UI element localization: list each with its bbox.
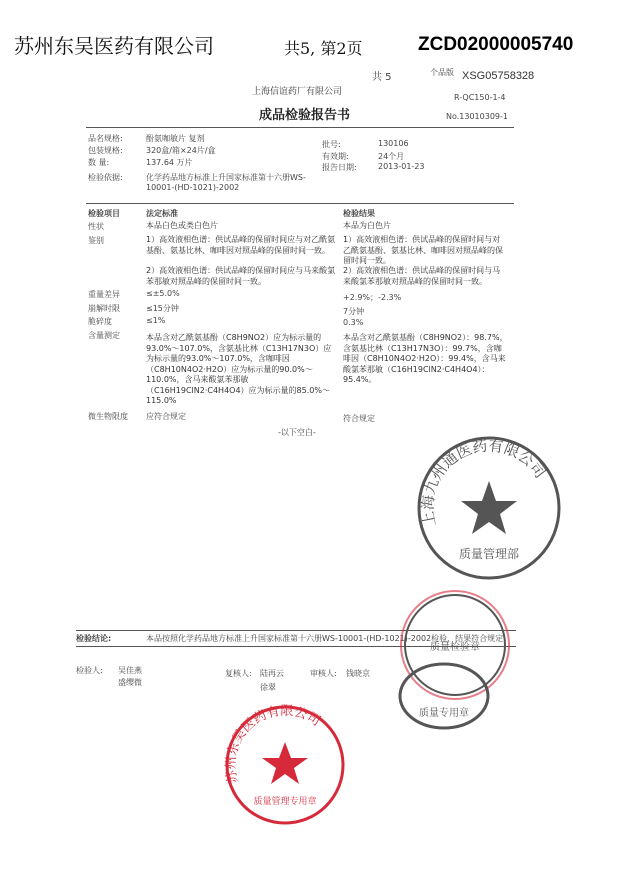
valid-value: 24个月 <box>378 152 405 161</box>
row-item: 微生物限度 <box>88 412 128 421</box>
row-item: 重量差异 <box>88 290 120 299</box>
row-result: 7分钟 <box>343 307 365 316</box>
stamp-sub-text: 质量管理专用章 <box>253 797 317 807</box>
row-standard: 应符合规定 <box>146 412 186 421</box>
total-pages: 共 5 <box>372 72 392 83</box>
row-result: 0.3% <box>343 318 364 327</box>
inspector-names: 吴佳燕 <box>118 666 142 675</box>
issuer: 上海信谊药厂有限公司 <box>252 87 343 97</box>
conclusion-text: 本品按照化学药品地方标准上升国家标准第十六册WS-10001-(HD-1021)-2002检验，结果符合规定 <box>146 634 504 643</box>
reviewer-name: 徐翠 <box>260 683 276 692</box>
stamp-oval-text: 质量专用章 <box>419 708 469 719</box>
header-page: 共5, 第2页 <box>284 39 363 58</box>
reviewer-label: 复核人: <box>225 669 252 678</box>
basis-label: 检验依据: <box>88 173 123 182</box>
row-item: 鉴别 <box>88 236 104 245</box>
row-result: 本品为白色片 <box>343 221 391 230</box>
report-date-value: 2013-01-23 <box>378 162 425 171</box>
inspector-label: 检验人: <box>76 666 103 675</box>
company-stamp <box>220 700 350 826</box>
qty-label: 数 量: <box>88 158 110 167</box>
row-item: 脆碎度 <box>88 317 112 326</box>
quality-dept-stamp <box>414 433 564 583</box>
row-item: 含量测定 <box>88 331 120 340</box>
stamp-ring-text: 苏州东吴医药有限公司 <box>223 703 323 785</box>
batch-note-label: 个品版 <box>430 68 454 77</box>
conclusion-label: 检验结论: <box>76 634 112 643</box>
row-standard: ≤15分钟 <box>146 304 179 313</box>
approver-label: 审核人: <box>310 669 337 678</box>
svg-text:苏州东吴医药有限公司 <box>223 704 323 785</box>
valid-label: 有效期: <box>322 152 349 161</box>
divider <box>86 203 514 204</box>
qty-value: 137.64 万片 <box>146 158 193 167</box>
package-label: 包装规格: <box>88 146 123 155</box>
row-result: 本品含对乙酰氨基酚（C8H9NO2）：98.7%，含氨基比林（C13H17N3O）：99.7%，含咖啡因（C8H10N4O2·H2O）：99.4%，含马来酸氯苯那敏（C16H19ClN2·C4H4O4）：95.4%。 <box>343 333 508 384</box>
row-standard: ≤1% <box>146 316 166 325</box>
batch-note-value: XSG05758328 <box>462 70 535 82</box>
product-label: 品名规格: <box>88 134 123 143</box>
report-no: No.13010309-1 <box>446 112 508 121</box>
row-result: 1）高效液相色谱：供试品峰的保留时间与对乙酰氨基酚、氨基比林、咖啡因对照品峰的保留时间一致。 <box>343 235 503 265</box>
basis-value-2: 10001-(HD-1021)-2002 <box>146 183 240 192</box>
report-date-label: 报告日期: <box>322 163 357 172</box>
product-value: 酚氨咖敏片 复剂 <box>146 134 205 143</box>
row-item: 崩解时限 <box>88 304 120 313</box>
reviewer-name: 陆再云 <box>260 669 284 678</box>
row-standard: 2）高效液相色谱：供试品峰的保留时间应与马来酸氯苯那敏对照品峰的保留时间一致。 <box>146 266 336 286</box>
row-standard: 本品含对乙酰氨基酚（C8H9NO2）应为标示量的93.0%～107.0%，含氨基比林（C13H17N3O）应为标示量的93.0%～107.0%，含咖啡因（C8H10N4O2·H2O）应为标示量的90.0%～110.0%，含马来酸氯苯那敏（C16H19ClN2·C4H4O4）应为标示量的85.0%～115.0% <box>146 333 332 405</box>
col-result: 检验结果 <box>343 209 375 218</box>
divider <box>86 127 514 128</box>
inspector-names: 盛缨微 <box>118 678 142 687</box>
package-value: 320盒/箱×24片/盒 <box>146 146 216 155</box>
form-code: R-QC150-1-4 <box>454 93 506 102</box>
header-company: 苏州东吴医药有限公司 <box>14 34 214 58</box>
row-result: 2）高效液相色谱：供试品峰的保留时间与马来酸氯苯那敏对照品峰的保留时间一致。 <box>343 266 501 286</box>
stamp-ring-text: 上海九州通医药有限公司 <box>418 436 550 528</box>
row-standard: 本品白色或类白色片 <box>146 221 218 230</box>
row-result: +2.9%；-2.3% <box>343 293 402 302</box>
row-item: 性状 <box>88 222 104 231</box>
basis-value: 化学药品地方标准上升国家标准第十六册WS- <box>146 173 306 182</box>
special-seal-stamp <box>396 660 492 732</box>
col-standard: 法定标准 <box>146 209 178 218</box>
doc-title: 成品检验报告书 <box>259 108 351 123</box>
end-note: -以下空白- <box>278 428 316 437</box>
approver-name: 钱晓京 <box>346 669 370 678</box>
row-standard: 1）高效液相色谱：供试品峰的保留时间应与对乙酰氨基酚、氨基比林、咖啡因对照品峰的保留时间一致。 <box>146 235 336 255</box>
row-result: 符合规定 <box>343 414 375 423</box>
col-item: 检验项目 <box>88 209 120 218</box>
batch-label: 批号: <box>322 140 341 149</box>
row-standard: ≤±5.0% <box>146 289 180 298</box>
batch-value: 130106 <box>378 139 409 148</box>
header-code: ZCD02000005740 <box>418 34 574 55</box>
stamp-sub-text: 质量管理部 <box>458 547 520 561</box>
stamp-center-text: 质量检验章 <box>430 642 480 653</box>
